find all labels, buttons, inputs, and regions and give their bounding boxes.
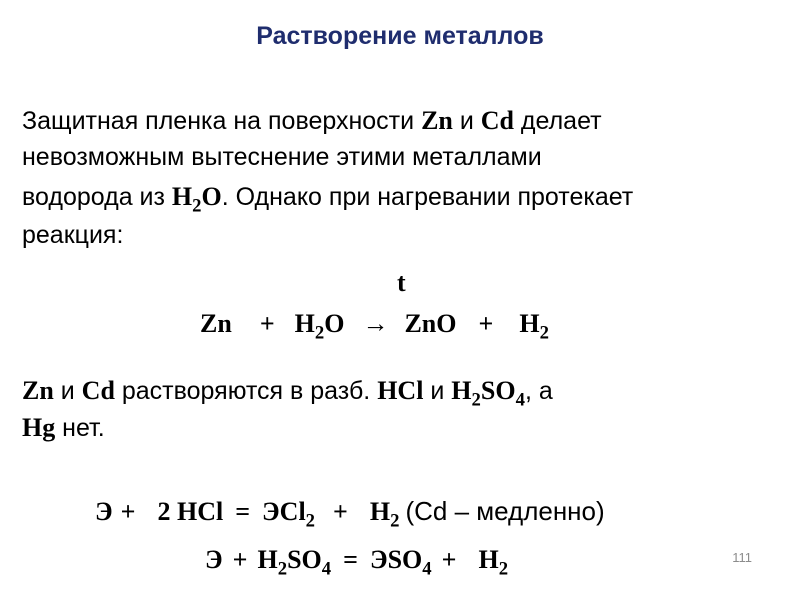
text-segment: и	[53, 377, 82, 405]
reaction-note: (Cd – медленно)	[405, 496, 605, 526]
formula-zno: ZnO	[404, 309, 457, 338]
formula-part: O	[324, 309, 345, 338]
reaction3-equation	[205, 545, 509, 580]
formula-subscript: 2	[539, 322, 549, 344]
paragraph2-line2	[22, 413, 105, 443]
paragraph1-line2: невозможным вытеснение этими металлами	[22, 143, 542, 171]
formula-part: H	[451, 376, 472, 405]
paragraph1-line1	[22, 106, 602, 136]
reaction2-equation	[95, 496, 605, 532]
formula-cd: Cd	[81, 376, 115, 405]
formula-subscript: 2	[192, 195, 202, 217]
formula-zn: Zn	[22, 376, 54, 405]
text-segment: . Однако при нагревании протекает	[221, 183, 634, 211]
slide-title: Растворение металлов	[256, 22, 544, 50]
plus-sign: +	[333, 497, 348, 526]
formula-part: H	[171, 182, 193, 211]
symbol-e: Э	[205, 545, 223, 574]
formula-subscript: 2	[277, 558, 288, 580]
plus-sign: +	[259, 309, 275, 338]
formula-part: SO	[480, 376, 516, 405]
text-segment: делает	[513, 107, 602, 135]
formula-part: H	[478, 545, 499, 574]
text-segment: и	[423, 377, 452, 405]
formula-subscript: 4	[515, 389, 525, 411]
formula-h2	[478, 545, 509, 580]
equals-sign: =	[235, 497, 251, 526]
paragraph1-line3	[22, 182, 634, 217]
text-segment: , а	[524, 377, 553, 405]
paragraph2-line1	[22, 376, 553, 411]
formula-subscript: 4	[422, 558, 432, 580]
formula-part: H	[294, 309, 315, 338]
text-segment: водорода из	[22, 183, 172, 211]
plus-sign: +	[441, 545, 457, 574]
symbol-e: Э	[95, 497, 113, 526]
formula-part: ЭSO	[369, 545, 423, 574]
text-segment: Защитная пленка на поверхности	[22, 107, 422, 135]
reaction-condition-t: t	[397, 268, 406, 297]
plus-sign: +	[120, 497, 136, 526]
formula-subscript: 2	[314, 322, 325, 344]
formula-part: H	[369, 497, 391, 526]
reaction-arrow: →	[362, 308, 389, 338]
formula-h2so4	[257, 545, 332, 580]
text-segment: растворяются в разб.	[114, 377, 378, 405]
equals-sign: =	[343, 545, 358, 574]
formula-subscript: 2	[471, 389, 481, 411]
formula-subscript: 2	[498, 558, 509, 580]
formula-h2o	[294, 309, 345, 344]
formula-subscript: 2	[305, 510, 316, 532]
formula-h2	[519, 309, 549, 344]
text-segment: нет.	[55, 414, 105, 442]
plus-sign: +	[232, 545, 248, 574]
formula-h2o	[171, 182, 222, 217]
reaction1-equation	[200, 308, 549, 344]
formula-subscript: 2	[390, 510, 400, 532]
plus-sign: +	[478, 309, 494, 338]
formula-zn: Zn	[421, 106, 453, 135]
formula-part: H	[257, 545, 278, 574]
formula-ecl2	[262, 497, 316, 532]
formula-part: O	[201, 182, 222, 211]
formula-part: ЭCl	[262, 497, 306, 526]
formula-part: H	[519, 309, 540, 338]
formula-h2so4	[451, 376, 525, 411]
formula-hcl: HCl	[377, 376, 424, 405]
paragraph1-line4: реакция:	[22, 221, 124, 249]
formula-hg: Hg	[22, 413, 56, 442]
text-segment: и	[452, 107, 481, 135]
formula-part: SO	[287, 545, 322, 574]
formula-eso4	[369, 545, 432, 580]
formula-subscript: 4	[321, 558, 332, 580]
formula-cd: Cd	[480, 106, 514, 135]
formula-hcl: 2 HCl	[157, 497, 224, 526]
page-number: 111	[732, 550, 752, 565]
formula-h2	[369, 497, 400, 532]
formula-zn: Zn	[200, 309, 232, 338]
